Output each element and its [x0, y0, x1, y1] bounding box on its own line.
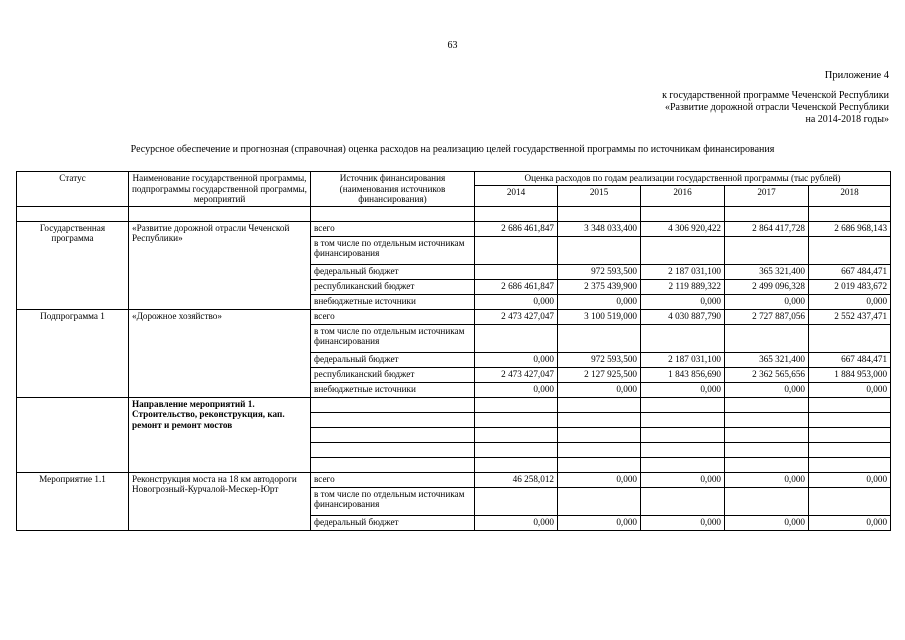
status-cell: [17, 397, 129, 472]
header-year: 2018: [809, 185, 891, 206]
value-cell: 0,000: [725, 294, 809, 309]
name-cell: «Дорожное хозяйство»: [129, 309, 311, 397]
value-cell: 4 030 887,790: [641, 309, 725, 324]
source-cell: федеральный бюджет: [311, 352, 475, 367]
value-cell: 0,000: [475, 382, 558, 397]
value-cell: 667 484,471: [809, 264, 891, 279]
value-cell: 2 686 968,143: [809, 221, 891, 236]
status-cell: Мероприятие 1.1: [17, 472, 129, 530]
name-cell: Реконструкция моста на 18 км автодороги Новогрозный-Курчалой-Мескер-Юрт: [129, 472, 311, 530]
value-cell: 0,000: [641, 515, 725, 530]
value-cell: 3 348 033,400: [558, 221, 641, 236]
value-cell: 365 321,400: [725, 352, 809, 367]
value-cell: 0,000: [809, 472, 891, 487]
table-row: [17, 309, 891, 324]
value-cell: 0,000: [641, 294, 725, 309]
source-cell: внебюджетные источники: [311, 382, 475, 397]
value-cell: 0,000: [475, 352, 558, 367]
value-cell: 2 864 417,728: [725, 221, 809, 236]
spacer-row: [17, 206, 891, 221]
table-row: [17, 221, 891, 236]
header-source: Источник финансирования (наименования источников финансирования): [311, 172, 475, 207]
header-year: 2014: [475, 185, 558, 206]
source-cell: республиканский бюджет: [311, 367, 475, 382]
value-cell: 46 258,012: [475, 472, 558, 487]
value-cell: 0,000: [641, 472, 725, 487]
source-cell: в том числе по отдельным источникам финансирования: [311, 324, 475, 352]
value-cell: 2 187 031,100: [641, 352, 725, 367]
value-cell: 365 321,400: [725, 264, 809, 279]
header-estimate: Оценка расходов по годам реализации государственной программы (тыс рублей): [475, 172, 891, 186]
value-cell: 2 375 439,900: [558, 279, 641, 294]
value-cell: 1 884 953,000: [809, 367, 891, 382]
name-cell: «Развитие дорожной отрасли Чеченской Республики»: [129, 221, 311, 309]
value-cell: 0,000: [809, 294, 891, 309]
value-cell: 0,000: [558, 515, 641, 530]
header-year: 2017: [725, 185, 809, 206]
resource-table: [16, 171, 891, 531]
value-cell: 4 306 920,422: [641, 221, 725, 236]
value-cell: 667 484,471: [809, 352, 891, 367]
header-name: Наименование государственной программы, подпрограммы государственной программы, мероприятий: [129, 172, 311, 207]
source-cell: в том числе по отдельным источникам финансирования: [311, 236, 475, 264]
source-cell: внебюджетные источники: [311, 294, 475, 309]
value-cell: 0,000: [725, 472, 809, 487]
value-cell: 2 473 427,047: [475, 309, 558, 324]
status-cell: Государственная программа: [17, 221, 129, 309]
value-cell: [475, 264, 558, 279]
value-cell: 0,000: [641, 382, 725, 397]
value-cell: 2 019 483,672: [809, 279, 891, 294]
source-cell: всего: [311, 221, 475, 236]
page-number: 63: [447, 40, 458, 51]
header-year: 2015: [558, 185, 641, 206]
value-cell: 0,000: [558, 382, 641, 397]
appendix-line-2: «Развитие дорожной отрасли Чеченской Республики: [664, 102, 889, 113]
status-cell: Подпрограмма 1: [17, 309, 129, 397]
value-cell: 0,000: [475, 294, 558, 309]
appendix-subtitle: [662, 90, 889, 126]
value-cell: 0,000: [809, 515, 891, 530]
source-cell: в том числе по отдельным источникам финансирования: [311, 487, 475, 515]
value-cell: 972 593,500: [558, 352, 641, 367]
value-cell: 0,000: [725, 382, 809, 397]
table-row: [17, 397, 891, 412]
header-status: Статус: [17, 172, 129, 207]
source-cell: всего: [311, 309, 475, 324]
direction-name-cell: Направление мероприятий 1. Строительство, реконструкция, кап. ремонт и ремонт мостов: [129, 397, 311, 472]
value-cell: 2 187 031,100: [641, 264, 725, 279]
appendix-line-3: на 2014-2018 годы»: [805, 114, 889, 125]
source-cell: федеральный бюджет: [311, 264, 475, 279]
value-cell: 2 473 427,047: [475, 367, 558, 382]
source-cell: всего: [311, 472, 475, 487]
value-cell: 2 552 437,471: [809, 309, 891, 324]
value-cell: 2 119 889,322: [641, 279, 725, 294]
value-cell: 2 499 096,328: [725, 279, 809, 294]
source-cell: федеральный бюджет: [311, 515, 475, 530]
value-cell: 972 593,500: [558, 264, 641, 279]
value-cell: 2 686 461,847: [475, 221, 558, 236]
value-cell: 0,000: [558, 294, 641, 309]
value-cell: 0,000: [558, 472, 641, 487]
value-cell: 0,000: [809, 382, 891, 397]
table-row: [17, 472, 891, 487]
value-cell: 1 843 856,690: [641, 367, 725, 382]
value-cell: 2 362 565,656: [725, 367, 809, 382]
header-year: 2016: [641, 185, 725, 206]
value-cell: 2 686 461,847: [475, 279, 558, 294]
appendix-line-1: к государственной программе Чеченской Республики: [662, 90, 889, 101]
value-cell: 2 127 925,500: [558, 367, 641, 382]
value-cell: 0,000: [725, 515, 809, 530]
value-cell: 2 727 887,056: [725, 309, 809, 324]
header-row: [17, 172, 891, 186]
appendix-title: Приложение 4: [824, 70, 889, 81]
value-cell: 0,000: [475, 515, 558, 530]
value-cell: 3 100 519,000: [558, 309, 641, 324]
document-title: Ресурсное обеспечение и прогнозная (справочная) оценка расходов на реализацию целей государственной программы по источникам финансирования: [130, 144, 775, 155]
source-cell: республиканский бюджет: [311, 279, 475, 294]
